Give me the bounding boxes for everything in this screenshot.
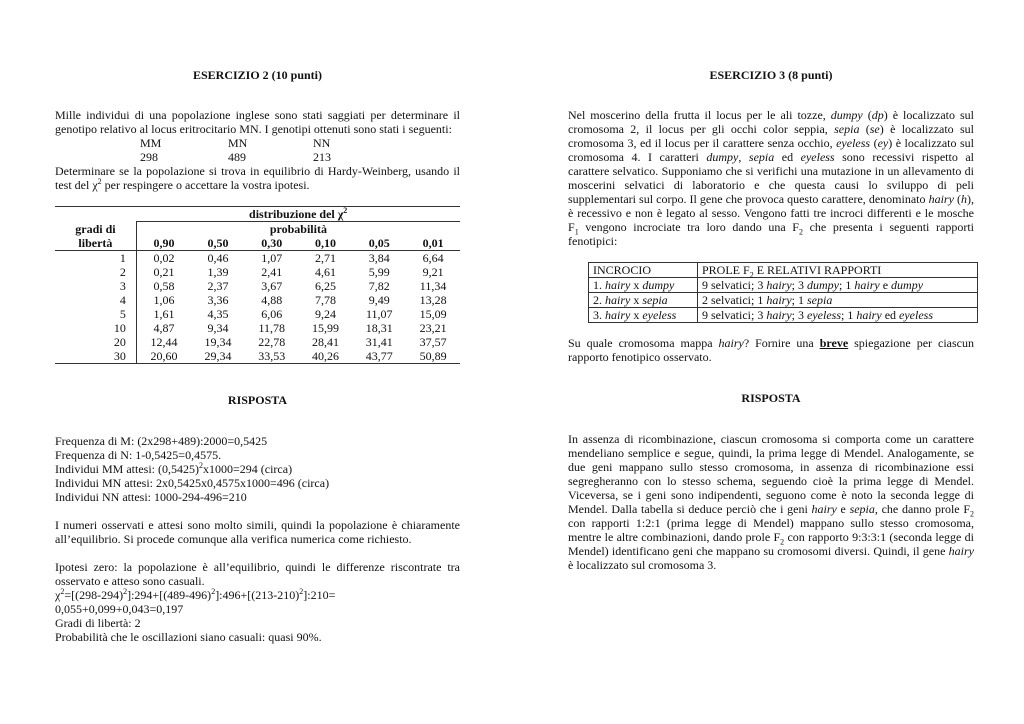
exercise-2-answer-heading: RISPOSTA [227, 393, 288, 407]
exercise-2-question-line2: test del $\chi^2$ per respingere o accettare la vostra ipotesi. [55, 177, 310, 192]
chi-table-row [55, 251, 460, 266]
chi-table-row [55, 307, 460, 321]
chi-table-value-cell: 20,60 [136, 349, 191, 364]
chi-table-df-cell: 2 [55, 265, 136, 279]
chi-table-row [55, 349, 460, 364]
chi-table-row [55, 265, 460, 279]
chi-table-value-cell: 1,61 [153, 307, 175, 321]
chi-table-df-cell: 1 [55, 251, 136, 266]
chi-table-value-cell: 11,78 [258, 321, 286, 335]
chi-table-value-cell: 7,78 [315, 293, 337, 307]
exercise-3-intro-rest: carattere selvatico. Supponiamo che si verifichi una mutazione in un allevamento di moscerini selvatici di laboratorio e che questa causi lo sviluppo di peli supplementari sul corpo. Il gene che provoca questo carattere, denominato hairy (h), è recessivo e non è legato al sesso. Vengono fatti tre incroci differenti e le mosche $F_1$ vengono incrociate tra loro dando una $F_2$ che presenta i seguenti rapporti fenotipici: [568, 164, 974, 248]
chi-table-title: distribuzione del $\chi^2$ [136, 207, 460, 222]
answer-mm-expected: Individui MM attesi: $(0,5425)^2x1000=294$ (circa) [55, 461, 293, 476]
chi-table-value-cell: 31,41 [365, 335, 393, 349]
cross-header-prole: PROLE $F_2$ E RELATIVI RAPPORTI [698, 263, 978, 278]
chi-table-value-cell: 15,99 [312, 321, 340, 335]
chi-table-value-cell: 2,41 [261, 265, 283, 279]
chi-symbol: χ [92, 178, 98, 192]
cross-row-2: 2. hairy x sepia 2 selvatici; 1 hairy; 1 sepia [589, 293, 978, 308]
chi-table-value-cell: 2,71 [315, 251, 337, 265]
chi-table-value-cell: 11,34 [419, 279, 447, 293]
cross-header-incrocio: INCROCIO [589, 263, 698, 278]
answer-degrees: Gradi di libertà: 2 [55, 616, 141, 630]
chi-table-liberta-label: libertà [55, 236, 136, 251]
chi-table-prob-col: 0,90 [136, 236, 191, 251]
answer-chi-sum: 0,055+0,099+0,043=0,197 [55, 602, 184, 616]
chi-table-value-cell: 7,82 [368, 279, 390, 293]
cross-row-1: 1. hairy x dumpy 9 selvatici; 3 hairy; 3 dumpy; 1 hairy e dumpy [589, 278, 978, 293]
chi-table-value-cell: 3,67 [261, 279, 283, 293]
cross-table [588, 262, 978, 323]
chi-table-row [55, 335, 460, 349]
chi-table-value-cell: 15,09 [419, 307, 447, 321]
chi-table-value-cell: 3,84 [368, 251, 390, 265]
chi-table-gradi-label: gradi di [55, 222, 136, 237]
chi-table-value-cell: 11,07 [366, 307, 393, 321]
answer-comment: I numeri osservati e attesi sono molto simili, quindi la popolazione è chiaramente all’equilibrio. Si procede comunque alla verifica numerica come richiesto. [55, 518, 460, 546]
chi-table-probability-label: probabilità [269, 222, 327, 236]
chi-table-value-cell: 37,57 [419, 335, 447, 349]
exercise-3-answer: In assenza di ricombinazione, ciascun cromosoma si comporta come un carattere mendeliano semplice e segue, quindi, la prima legge di Mendel. Analogamente, se due geni mappano sullo stesso cromosoma, in assenza di ricombinazione essi segregheranno con lo stesso schema, seguendo cioè la prima legge di Mendel. Viceversa, se i geni sono indipendenti, seguono come è noto la seconda legge di Mendel. Dalla tabella si deduce perciò che i geni hairy e sepia, che danno prole $F_2$ con rapporti 1:2:1 (prima legge di Mendel) mappano sullo stesso cromosoma, mentre le altre combinazioni, dando prole $F_2$ con rapporto 9:3:3:1 (seconda legge di Mendel) identificano geni che mappano su cromosomi diversi. Quindi, il gene hairy è localizzato sul cromosoma 3. [568, 432, 974, 572]
chi-table-df-cell: 3 [55, 279, 136, 293]
answer-null-hypothesis: Ipotesi zero: la popolazione è all’equilibrio, quindi le differenze riscontrate tra osservato e atteso sono casuali. [55, 560, 460, 588]
chi-table-prob-col: 0,10 [299, 236, 353, 251]
chi-table-value-cell: 4,61 [315, 265, 337, 279]
chi-table-value-cell: 18,31 [365, 321, 393, 335]
answer-mn-expected: Individui MN attesi: 2x0,5425x0,4575x1000=496 (circa) [55, 476, 330, 490]
genotype-value-mn: 489 [228, 150, 246, 164]
chi-table-df-cell: 4 [55, 293, 136, 307]
chi-table-value-cell: 1,39 [207, 265, 229, 279]
genotype-value-mm: 298 [140, 150, 158, 164]
chi-table-df-cell: 10 [55, 321, 136, 335]
genotype-header-mm: MM [140, 136, 162, 150]
chi-table-value-cell: 22,78 [258, 335, 286, 349]
genotype-header-mn: MN [228, 136, 248, 150]
chi-square-table [55, 206, 460, 364]
chi-table-value-cell: 1,07 [261, 251, 283, 265]
chi-table-value-cell: 9,24 [315, 307, 337, 321]
chi-table-value-cell: 19,34 [204, 335, 232, 349]
chi-table-value-cell: 9,49 [368, 293, 390, 307]
chi-table-value-cell: 6,25 [315, 279, 337, 293]
answer-chi-formula: $\chi^2=[(298-294)^2]:294+[(489-496)^2]:496+[(213-210)^2]:210=$ [55, 587, 336, 602]
chi-table-value-cell: 0,46 [207, 251, 229, 265]
chi-table-value-cell: 0,02 [153, 251, 175, 265]
chi-table-row [55, 293, 460, 307]
chi-table-prob-col: 0,01 [406, 236, 460, 251]
chi-table-df-cell: 5 [55, 307, 136, 321]
chi-table-value-cell: 0,21 [153, 265, 175, 279]
genotype-header-nn: NN [313, 136, 331, 150]
chi-table-value-cell: 23,21 [419, 321, 447, 335]
chi-table-value-cell: 50,89 [406, 349, 460, 364]
chi-table-value-cell: 9,21 [422, 265, 444, 279]
chi-table-value-cell: 9,34 [207, 321, 229, 335]
chi-table-value-cell: 2,37 [207, 279, 229, 293]
chi-table-prob-col: 0,50 [191, 236, 245, 251]
chi-table-df-cell: 30 [55, 349, 136, 364]
exercise-2-intro: Mille individui di una popolazione inglese sono stati saggiati per determinare il genotipo relativo al locus eritrocitario MN. I genotipi ottenuti sono stati i seguenti: [55, 108, 460, 136]
chi-table-value-cell: 12,44 [150, 335, 178, 349]
chi-table-row [55, 279, 460, 293]
exercise-3-intro-line2: cromosoma 2, il locus per gli occhi color seppia, sepia (se) è localizzato sul [568, 122, 975, 136]
answer-probability: Probabilità che le oscillazioni siano casuali: quasi 90%. [55, 630, 322, 644]
exercise-2-title: ESERCIZIO 2 (10 punti) [192, 68, 323, 82]
cross-row-3: 3. hairy x eyeless 9 selvatici; 3 hairy; 3 eyeless; 1 hairy ed eyeless [589, 308, 978, 323]
chi-table-value-cell: 6,06 [261, 307, 283, 321]
answer-nn-expected: Individui NN attesi: 1000-294-496=210 [55, 490, 247, 504]
chi-table-value-cell: 4,87 [153, 321, 175, 335]
exercise-3-title: ESERCIZIO 3 (8 punti) [709, 68, 833, 82]
chi-table-value-cell: 3,36 [207, 293, 229, 307]
chi-table-prob-col: 0,30 [245, 236, 299, 251]
exercise-3-intro-line1: Nel moscerino della frutta il locus per le ali tozze, dumpy (dp) è localizzato sul [568, 108, 975, 122]
exercise-2-question-line1: Determinare se la popolazione si trova in equilibrio di Hardy-Weinberg, usando il [55, 164, 460, 178]
chi-table-value-cell: 29,34 [191, 349, 245, 364]
exercise-3-intro-line3: cromosoma 3, ed il locus per il carattere senza occhio, eyeless (ey) è localizzato sul [568, 136, 974, 150]
exercise-3-intro-line4: cromosoma 4. I caratteri dumpy, sepia ed eyeless sono recessivi rispetto al [568, 150, 975, 164]
chi-table-value-cell: 4,35 [207, 307, 229, 321]
chi-table-row [55, 321, 460, 335]
exercise-3-question: Su quale cromosoma mappa hairy? Fornire una breve spiegazione per ciascun rapporto fenotipico osservato. [568, 336, 974, 364]
answer-freq-m: Frequenza di M: (2x298+489):2000=0,5425 [55, 434, 268, 448]
chi-table-value-cell: 4,88 [261, 293, 283, 307]
genotype-value-nn: 213 [313, 150, 331, 164]
exercise-3-answer-heading: RISPOSTA [741, 391, 801, 405]
chi-table-value-cell: 5,99 [368, 265, 390, 279]
chi-table-value-cell: 40,26 [299, 349, 353, 364]
chi-table-value-cell: 33,53 [245, 349, 299, 364]
chi-table-value-cell: 1,06 [153, 293, 175, 307]
chi-table-value-cell: 13,28 [419, 293, 447, 307]
chi-table-value-cell: 0,58 [153, 279, 175, 293]
chi-table-value-cell: 28,41 [312, 335, 340, 349]
chi-table-value-cell: 43,77 [352, 349, 406, 364]
answer-freq-n: Frequenza di N: 1-0,5425=0,4575. [55, 448, 222, 462]
chi-table-value-cell: 6,64 [422, 251, 444, 265]
chi-table-df-cell: 20 [55, 335, 136, 349]
chi-table-prob-col: 0,05 [352, 236, 406, 251]
